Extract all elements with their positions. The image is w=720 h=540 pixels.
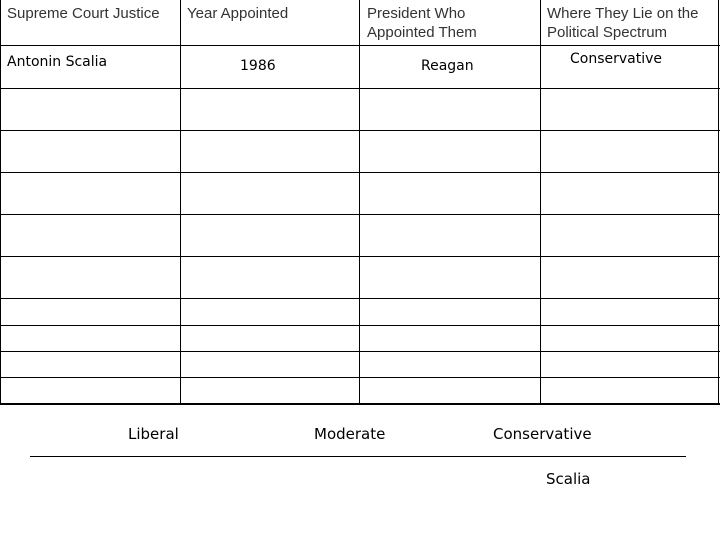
cell-justice-name[interactable]: Antonin Scalia [7,54,108,70]
spectrum-label-liberal: Liberal [128,425,179,443]
row-divider [0,45,720,46]
table-border-left [0,0,1,404]
column-divider [540,0,541,404]
row-divider [0,325,720,326]
row-divider [0,256,720,257]
spectrum-line [30,456,686,457]
row-divider [0,298,720,299]
table-border-bottom [0,403,720,405]
header-spectrum-line-2: Political Spectrum [547,24,668,41]
column-divider [359,0,360,404]
header-year-appointed: Year Appointed [187,5,289,22]
row-divider [0,130,720,131]
cell-spectrum-position[interactable]: Conservative [570,51,663,67]
header-president-line-2: Appointed Them [367,24,477,41]
header-spectrum-line-1: Where They Lie on the [547,5,699,22]
row-divider [0,214,720,215]
row-divider [0,351,720,352]
header-justice: Supreme Court Justice [7,5,160,22]
spectrum-label-moderate: Moderate [314,425,386,443]
table-border-right [718,0,719,404]
header-president-line-1: President Who [367,5,466,22]
row-divider [0,377,720,378]
row-divider [0,172,720,173]
cell-year-appointed[interactable]: 1986 [240,58,276,74]
spectrum-label-conservative: Conservative [493,425,592,443]
cell-president[interactable]: Reagan [421,58,474,74]
column-divider [180,0,181,404]
spectrum-placed-justice[interactable]: Scalia [546,470,591,488]
row-divider [0,88,720,89]
